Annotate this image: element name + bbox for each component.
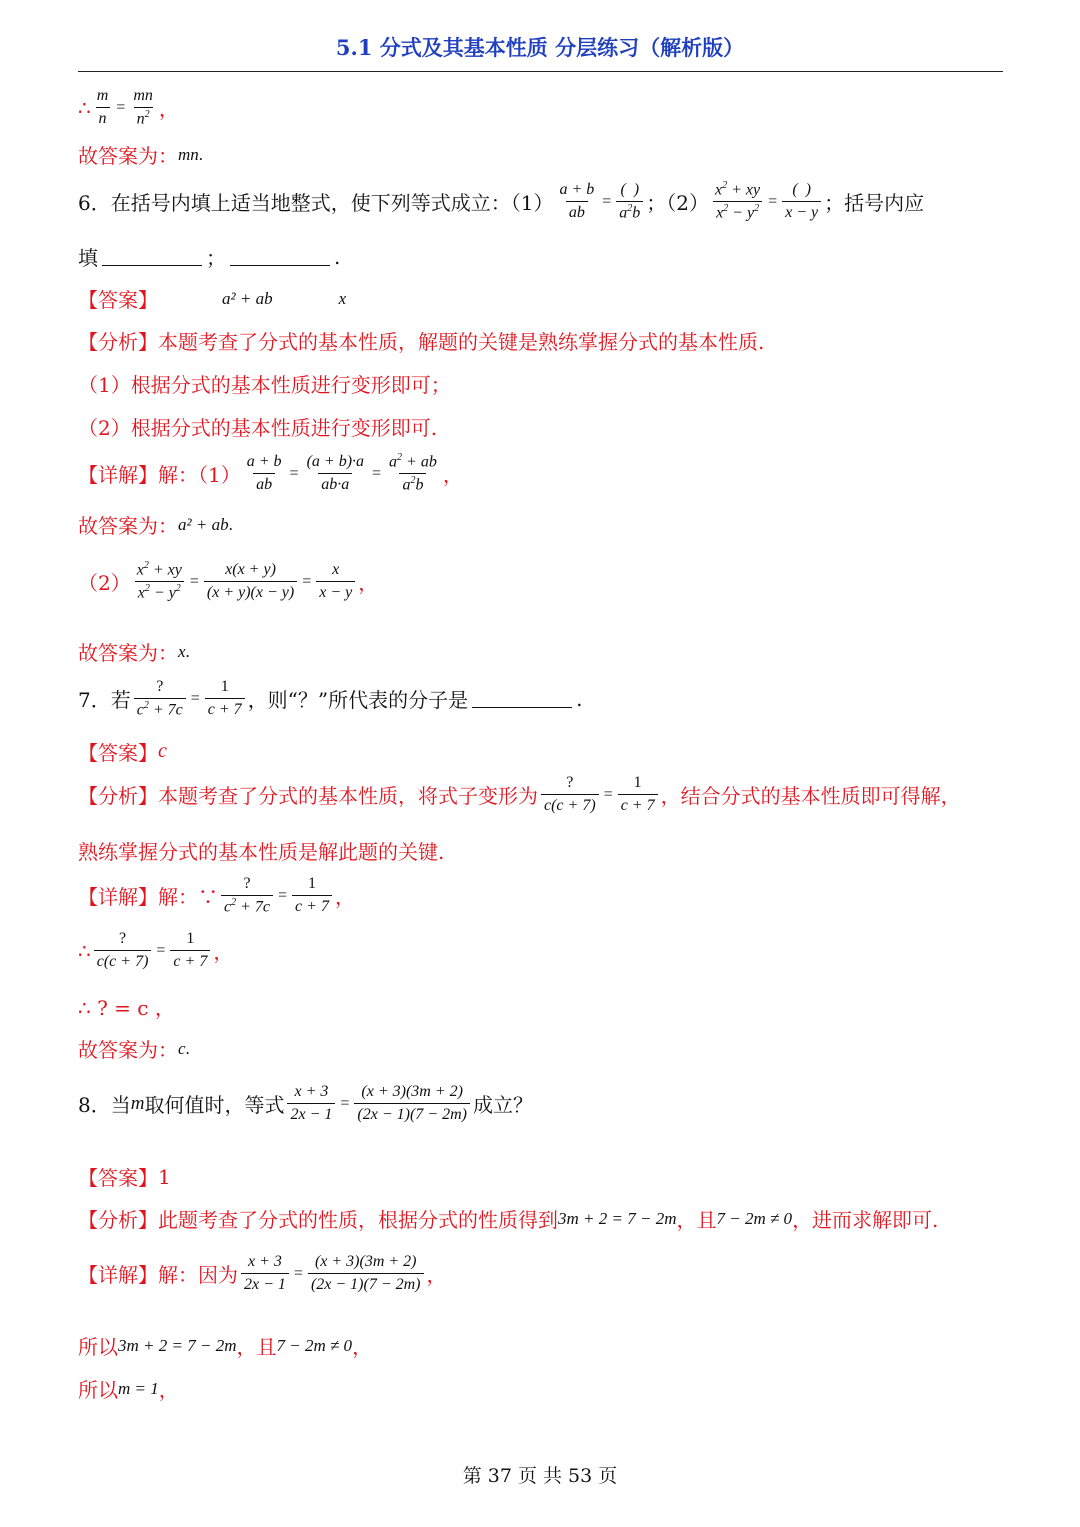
detail-7-step2: ∴ $\frac{?}{c(c + 7)}$ = $\frac{1}{c + 7}$ ， xyxy=(78,930,234,970)
fraction: $\frac{?}{c^2 + 7c}$ xyxy=(134,677,186,720)
fraction: $\frac{x + 3}{2x - 1}$ xyxy=(287,1082,335,1125)
fraction: $\frac{1}{c + 7}$ xyxy=(618,773,658,816)
detail-7: 【详解】 解：∵ $\frac{?}{c^2 + 7c}$ = $\frac{1}{c + 7}$ ， xyxy=(78,875,355,916)
fraction: $\frac{( )}{a^2b}$ xyxy=(616,180,643,223)
analysis-6-part1: （1）根据分式的基本性质进行变形即可； xyxy=(78,373,451,397)
header-rule xyxy=(78,71,1003,72)
fraction: $\frac{1}{c + 7}$ xyxy=(205,677,245,720)
detail-8: 【详解】 解：因为 $\frac{x + 3}{2x - 1}$ = $\frac{(x + 3)(3m + 2)}{(2x - 1)(7 - 2m)}$ ， xyxy=(78,1253,447,1293)
answer-line: 故答案为： mn . xyxy=(78,144,204,168)
detail-6-part2: （2） $\frac{x^2 + xy}{x^2 - y^2}$ = $\frac{x(x + y)}{(x + y)(x - y)}$ = $\frac{x}{x - y}$ ， xyxy=(78,560,379,602)
detail-8-step2: 所以 m = 1 ， xyxy=(78,1378,179,1402)
fraction: $\frac{x + 3}{2x - 1}$ xyxy=(241,1252,289,1295)
analysis-6-part2: （2）根据分式的基本性质进行变形即可. xyxy=(78,416,438,440)
page-footer: 第 37 页 共 53 页 xyxy=(462,1465,618,1487)
analysis-7-cont: 熟练掌握分式的基本性质是解此题的关键. xyxy=(78,840,445,864)
fraction: $\frac{?}{c(c + 7)}$ xyxy=(94,929,152,972)
answer-line: 故答案为： c . xyxy=(78,1038,190,1062)
fraction: $\frac{x^2 + xy}{x^2 - y^2}$ xyxy=(136,560,182,602)
fraction: $\frac{( )}{x - y}$ xyxy=(782,180,821,223)
answer-blank xyxy=(230,247,330,266)
question-8: 8．当 m 取何值时，等式 $\frac{x + 3}{2x - 1}$ = $\frac{(x + 3)(3m + 2)}{(2x - 1)(7 - 2m)}$ 成立？ xyxy=(78,1083,533,1123)
analysis-6: 【分析】本题考查了分式的基本性质，解题的关键是熟练掌握分式的基本性质. xyxy=(78,330,765,354)
fraction: $\frac{x^2 + xy}{x^2 - y^2}$ xyxy=(715,180,761,222)
fraction: $\frac{1}{c + 7}$ xyxy=(170,929,210,972)
fraction: $\frac{mn}{n^2}$ xyxy=(133,87,153,128)
fraction: $\frac{1}{c + 7}$ xyxy=(292,874,332,917)
answer-blank xyxy=(472,689,572,708)
detail-7-step3: ∴ ? = c ， xyxy=(78,996,175,1020)
fraction: $\frac{m}{n}$ xyxy=(96,87,109,128)
page-header-title: 5.1 分式及其基本性质 分层练习（解析版） xyxy=(335,35,745,60)
answer-8: 【答案】 1 xyxy=(78,1164,171,1190)
analysis-7: 【分析】本题考查了分式的基本性质，将式子变形为 $\frac{?}{c(c + 7)}$ = $\frac{1}{c + 7}$ ，结合分式的基本性质即可得解， xyxy=(78,774,961,814)
fraction: $\frac{a + b}{ab}$ xyxy=(246,453,282,494)
line-therefore-1: ∴ $\frac{m}{n}$ = $\frac{mn}{n^2}$ ， xyxy=(78,87,179,128)
fraction: $\frac{x}{x - y}$ xyxy=(316,560,355,603)
answer-line: 故答案为： x . xyxy=(78,641,190,665)
question-7: 7．若 $\frac{?}{c^2 + 7c}$ = $\frac{1}{c + 7}$ ，则“？”所代表的分子是 . xyxy=(78,678,583,719)
fraction: $\frac{x(x + y)}{(x + y)(x - y)}$ xyxy=(204,560,297,603)
therefore-symbol: ∴ xyxy=(78,95,91,120)
answer-6: 【答案】 a² + ab x xyxy=(78,288,347,312)
question-6-blanks: 填 ； . xyxy=(78,244,341,270)
detail-6-part1: 【详解】 解：（1） $\frac{a + b}{ab}$ = $\frac{(a + b)\cdot a}{ab\cdot a}$ = $\frac{a^2 + ab}{a^2b}$ ， xyxy=(78,452,463,494)
detail-8-step1: 所以 3m + 2 = 7 − 2m ，且 7 − 2m ≠ 0 ， xyxy=(78,1335,373,1359)
fraction: $\frac{(x + 3)(3m + 2)}{(2x - 1)(7 - 2m)}$ xyxy=(354,1082,470,1125)
fraction: $\frac{a + b}{ab}$ xyxy=(559,181,595,222)
answer-7: 【答案】 c xyxy=(78,740,167,765)
fraction: $\frac{(a + b)\cdot a}{ab\cdot a}$ xyxy=(306,453,365,494)
analysis-8: 【分析】此题考查了分式的性质，根据分式的性质得到 3m + 2 = 7 − 2m ，且 7 − 2m ≠ 0 ，进而求解即可. xyxy=(78,1208,939,1232)
fraction: $\frac{(x + 3)(3m + 2)}{(2x - 1)(7 - 2m)}$ xyxy=(308,1252,424,1295)
question-6: 6．在括号内填上适当地整式，使下列等式成立：（1） $\frac{a + b}{ab}$ = $\frac{( )}{a^2b}$ ；（2） $\frac{x^2 + xy}{x^2 - y^2}$ = $\frac{( )}{x - y}$ ；括号内应 xyxy=(78,180,925,222)
fraction: $\frac{a^2 + ab}{a^2b}$ xyxy=(389,452,437,494)
answer-blank xyxy=(102,247,202,266)
fraction: $\frac{?}{c(c + 7)}$ xyxy=(541,773,599,816)
answer-line: 故答案为： a² + ab . xyxy=(78,514,233,538)
fraction: $\frac{?}{c^2 + 7c}$ xyxy=(221,874,273,917)
